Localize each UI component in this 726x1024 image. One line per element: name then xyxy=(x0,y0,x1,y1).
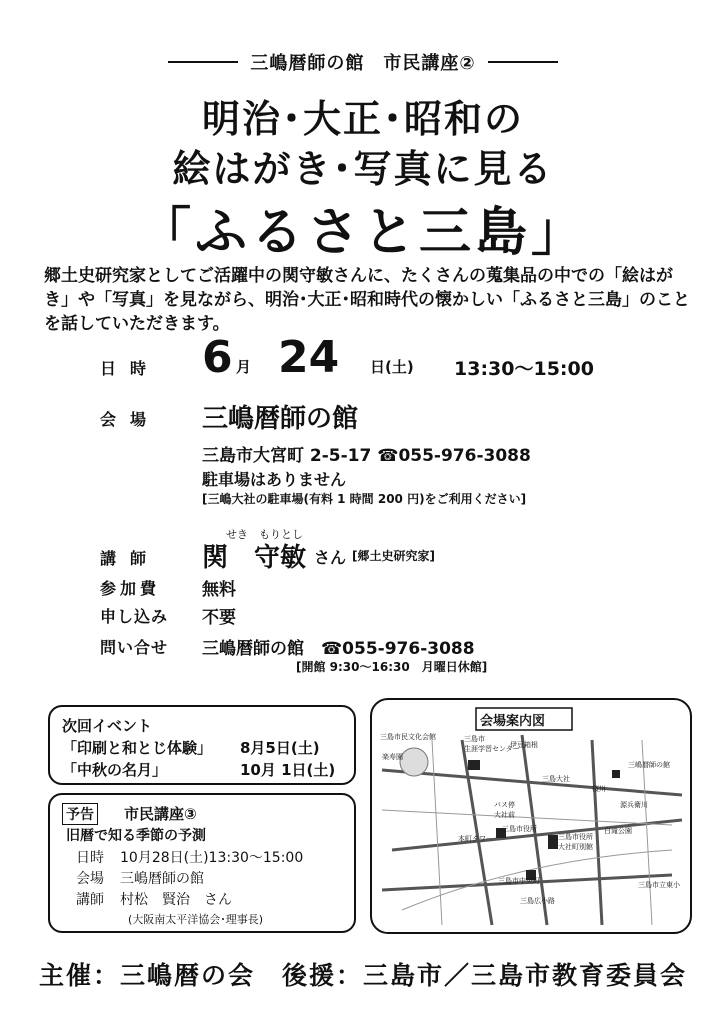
title-line-2: 絵はがき･写真に見る xyxy=(172,147,554,191)
map-label: 三島市役所 xyxy=(502,825,537,833)
preview-venue-label: 会場 xyxy=(76,871,104,887)
fee-value: 無料 xyxy=(202,580,236,600)
map-label: 三島市中央町 xyxy=(498,877,540,885)
contact-label: 問い合せ xyxy=(100,638,169,657)
preview-heading: 市民講座③ xyxy=(124,805,197,823)
event-day: 24 xyxy=(278,332,340,383)
lecturer-ruby: せき もりとし xyxy=(226,528,303,541)
divider xyxy=(168,61,238,63)
preview-box xyxy=(48,793,356,933)
next-event-heading: 次回イベント xyxy=(62,717,153,735)
contact-value: 三嶋暦師の館 ☎055-976-3088 xyxy=(202,639,475,659)
title-line-1: 明治･大正･昭和の xyxy=(201,97,524,141)
next-event-date-1: 8月5日(土) xyxy=(240,739,320,757)
preview-lecturer-label: 講師 xyxy=(76,892,104,908)
preview-lecturer-note: (大阪南太平洋協会･理事長) xyxy=(128,913,264,926)
opening-hours: [開館 9:30～16:30 月曜日休館] xyxy=(296,660,488,674)
map-label: 三島大社 xyxy=(542,775,570,783)
map-label: 大社前 xyxy=(494,811,515,819)
map-label: バス停 xyxy=(494,801,515,809)
intro-paragraph: 郷土史研究家としてご活躍中の関守敏さんに、たくさんの蒐集品の中での「絵はがき」や「写真」を見ながら、明治･大正･昭和時代の懐かしい「ふるさと三島」のことを話していただきます。 xyxy=(44,266,690,334)
map-label: 本町タワー xyxy=(458,835,493,843)
parking-note: [三嶋大社の駐車場(有料 1 時間 200 円)をご利用ください] xyxy=(202,492,527,506)
map-label: 三島市民文化会館 xyxy=(380,733,436,741)
event-time: 13:30～15:00 xyxy=(454,358,594,380)
preview-subtitle: 旧暦で知る季節の予測 xyxy=(66,828,206,844)
map-title: 会場案内図 xyxy=(480,714,546,729)
map-label: 楽寿園 xyxy=(382,753,403,761)
apply-label: 申し込み xyxy=(100,607,169,626)
map-label: 伊豆箱根 xyxy=(510,741,538,749)
venue-address: 三島市大宮町 2-5-17 ☎055-976-3088 xyxy=(202,446,531,466)
map-label: 三島市役所 xyxy=(558,833,593,841)
venue-map xyxy=(370,698,692,934)
map-label: 桜川 xyxy=(592,785,606,793)
next-event-name-1: 「印刷と和とじ体験」 xyxy=(62,739,213,757)
lecturer-label: 講師 xyxy=(100,549,161,568)
map-label: 大社町別館 xyxy=(558,843,593,851)
next-event-box xyxy=(48,705,356,785)
venue-name: 三嶋暦師の館 xyxy=(202,404,359,434)
series-title: 三嶋暦師の館 市民講座② xyxy=(250,53,476,74)
series-header xyxy=(128,50,598,74)
preview-date: 10月28日(土)13:30～15:00 xyxy=(120,850,304,866)
preview-tag: 予告 xyxy=(62,803,98,825)
fee-label: 参加費 xyxy=(100,579,161,598)
map-label: 生涯学習センター xyxy=(464,745,520,753)
lecturer-honorific: さん xyxy=(314,548,347,567)
month-unit: 月 xyxy=(236,358,252,376)
preview-venue: 三嶋暦師の館 xyxy=(120,871,204,887)
day-suffix: 日(土) xyxy=(370,358,414,376)
preview-date-label: 日時 xyxy=(76,850,104,866)
map-label: 三嶋暦師の館 xyxy=(628,761,670,769)
organizers: 主催：三嶋暦の会 後援：三島市／三島市教育委員会 xyxy=(38,961,687,990)
next-event-date-2: 10月 1日(土) xyxy=(240,761,336,779)
map-label: 白滝公園 xyxy=(604,827,632,835)
divider xyxy=(488,61,558,63)
apply-value: 不要 xyxy=(202,608,236,628)
lecturer-name: 関 守敏 xyxy=(202,543,307,573)
lecturer-title: [郷土史研究家] xyxy=(352,549,435,563)
venue-label: 会場 xyxy=(100,410,161,429)
map-label: 三島市 xyxy=(464,735,485,743)
event-month: 6 xyxy=(202,332,233,383)
preview-lecturer: 村松 賢治 さん xyxy=(120,892,232,908)
parking-info: 駐車場はありません xyxy=(202,470,347,489)
map-label: 源兵衛川 xyxy=(620,801,648,809)
map-label: 三島市立東小 xyxy=(638,881,680,889)
datetime-label: 日時 xyxy=(100,359,161,378)
map-park xyxy=(400,748,428,776)
map-label: 三島広小路 xyxy=(520,897,555,905)
next-event-name-2: 「中秋の名月」 xyxy=(62,761,168,779)
title-main: 「ふるさと三島」 xyxy=(138,203,587,263)
